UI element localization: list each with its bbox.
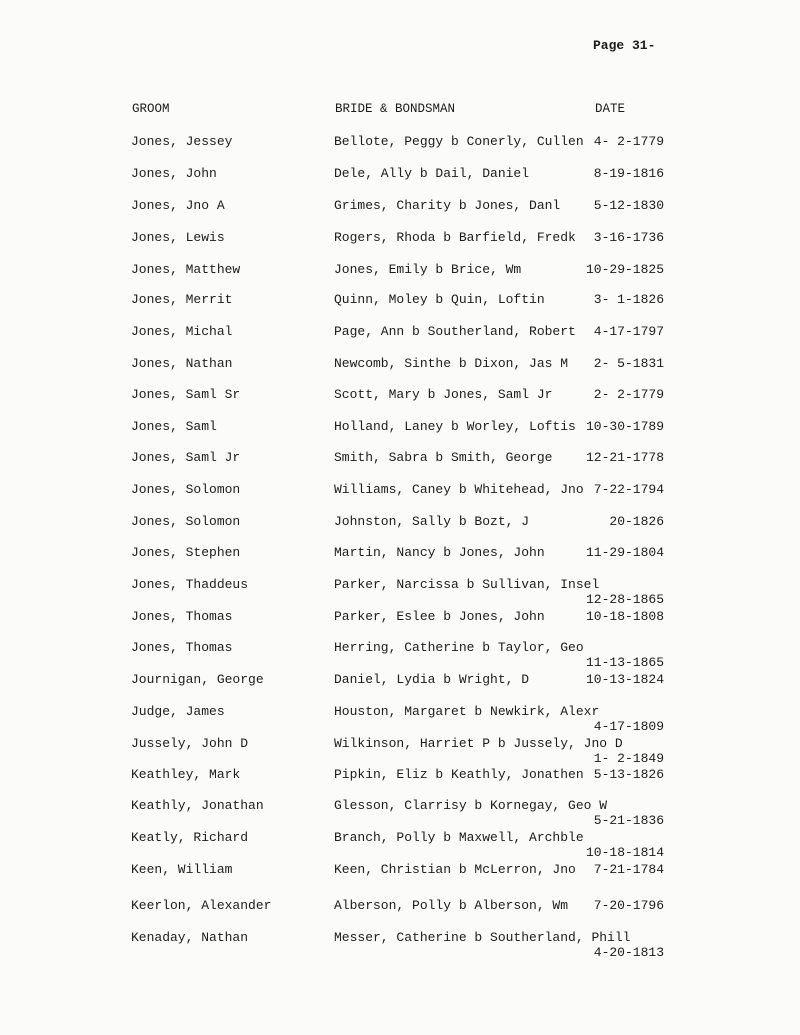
bride-bondsman: Quinn, Moley b Quin, Loftin	[334, 292, 545, 307]
marriage-date: 10-18-1808	[585, 609, 664, 624]
marriage-date: 5-12-1830	[593, 198, 664, 213]
table-row	[0, 230, 800, 250]
bride-bondsman: Martin, Nancy b Jones, John	[334, 545, 545, 560]
groom-name: Jones, Michal	[131, 324, 233, 339]
groom-name: Jones, Merrit	[131, 292, 233, 307]
groom-name: Jones, Jessey	[131, 134, 233, 149]
marriage-date: 2- 5-1831	[593, 356, 664, 371]
header-groom: GROOM	[132, 102, 170, 116]
bride-bondsman: Dele, Ally b Dail, Daniel	[334, 166, 530, 181]
marriage-date: 11-29-1804	[585, 545, 664, 560]
marriage-date: 7-20-1796	[593, 898, 664, 913]
groom-name: Jones, John	[131, 166, 217, 181]
groom-name: Keerlon, Alexander	[131, 898, 272, 913]
marriage-date: 10-29-1825	[585, 262, 664, 277]
table-row	[0, 514, 800, 534]
table-row	[0, 262, 800, 282]
bride-bondsman: Parker, Narcissa b Sullivan, Insel	[334, 577, 600, 592]
groom-name: Jones, Thaddeus	[131, 577, 249, 592]
table-row	[0, 387, 800, 407]
table-row	[0, 704, 800, 734]
table-row	[0, 482, 800, 502]
table-row	[0, 419, 800, 439]
marriage-date: 10-30-1789	[585, 419, 664, 434]
table-row	[0, 609, 800, 629]
bride-bondsman: Newcomb, Sinthe b Dixon, Jas M	[334, 356, 569, 371]
groom-name: Jones, Thomas	[131, 640, 233, 655]
marriage-date: 5-21-1836	[593, 813, 664, 828]
bride-bondsman: Scott, Mary b Jones, Saml Jr	[334, 387, 553, 402]
groom-name: Keathly, Jonathan	[131, 798, 264, 813]
bride-bondsman: Alberson, Polly b Alberson, Wm	[334, 898, 569, 913]
marriage-date: 4- 2-1779	[593, 134, 664, 149]
bride-bondsman: Keen, Christian b McLerron, Jno	[334, 862, 576, 877]
groom-name: Keatly, Richard	[131, 830, 249, 845]
marriage-date: 11-13-1865	[585, 655, 664, 670]
page-number: Page 31-	[593, 38, 656, 53]
groom-name: Jones, Thomas	[131, 609, 233, 624]
bride-bondsman: Houston, Margaret b Newkirk, Alexr	[334, 704, 600, 719]
groom-name: Jones, Saml Sr	[131, 387, 241, 402]
bride-bondsman: Holland, Laney b Worley, Loftis	[334, 419, 576, 434]
marriage-date: 10-13-1824	[585, 672, 664, 687]
groom-name: Keen, William	[131, 862, 233, 877]
marriage-date: 4-17-1797	[593, 324, 664, 339]
groom-name: Jones, Matthew	[131, 262, 241, 277]
bride-bondsman: Daniel, Lydia b Wright, D	[334, 672, 530, 687]
marriage-date: 3- 1-1826	[593, 292, 664, 307]
table-row	[0, 166, 800, 186]
header-bride-bondsman: BRIDE & BONDSMAN	[335, 102, 456, 116]
groom-name: Journigan, George	[131, 672, 264, 687]
table-row	[0, 767, 800, 787]
groom-name: Jones, Stephen	[131, 545, 241, 560]
table-row	[0, 450, 800, 470]
groom-name: Jones, Saml	[131, 419, 217, 434]
table-row	[0, 930, 800, 960]
table-row	[0, 640, 800, 670]
groom-name: Jones, Jno A	[131, 198, 225, 213]
groom-name: Kenaday, Nathan	[131, 930, 249, 945]
marriage-date: 7-21-1784	[593, 862, 664, 877]
bride-bondsman: Herring, Catherine b Taylor, Geo	[334, 640, 584, 655]
table-row	[0, 545, 800, 565]
bride-bondsman: Jones, Emily b Brice, Wm	[334, 262, 522, 277]
marriage-date: 5-13-1826	[593, 767, 664, 782]
bride-bondsman: Messer, Catherine b Southerland, Phill	[334, 930, 631, 945]
marriage-date: 8-19-1816	[593, 166, 664, 181]
table-row	[0, 672, 800, 692]
groom-name: Jones, Nathan	[131, 356, 233, 371]
bride-bondsman: Pipkin, Eliz b Keathly, Jonathen	[334, 767, 584, 782]
marriage-date: 12-28-1865	[585, 592, 664, 607]
marriage-date: 1- 2-1849	[593, 751, 664, 766]
bride-bondsman: Rogers, Rhoda b Barfield, Fredk	[334, 230, 576, 245]
table-row	[0, 830, 800, 860]
bride-bondsman: Smith, Sabra b Smith, George	[334, 450, 553, 465]
table-row	[0, 898, 800, 918]
bride-bondsman: Parker, Eslee b Jones, John	[334, 609, 545, 624]
marriage-date: 2- 2-1779	[593, 387, 664, 402]
table-row	[0, 577, 800, 607]
marriage-date: 12-21-1778	[585, 450, 664, 465]
table-row	[0, 862, 800, 882]
marriage-date: 20-1826	[609, 514, 664, 529]
header-date: DATE	[595, 102, 626, 116]
marriage-date: 4-17-1809	[593, 719, 664, 734]
bride-bondsman: Williams, Caney b Whitehead, Jno	[334, 482, 584, 497]
bride-bondsman: Wilkinson, Harriet P b Jussely, Jno D	[334, 736, 623, 751]
groom-name: Jussely, John D	[131, 736, 249, 751]
table-row	[0, 324, 800, 344]
groom-name: Judge, James	[131, 704, 225, 719]
marriage-date: 7-22-1794	[593, 482, 664, 497]
marriage-date: 10-18-1814	[585, 845, 664, 860]
groom-name: Jones, Saml Jr	[131, 450, 241, 465]
marriage-date: 4-20-1813	[593, 945, 664, 960]
table-row	[0, 736, 800, 766]
bride-bondsman: Johnston, Sally b Bozt, J	[334, 514, 530, 529]
groom-name: Jones, Solomon	[131, 482, 241, 497]
bride-bondsman: Bellote, Peggy b Conerly, Cullen	[334, 134, 584, 149]
table-row	[0, 356, 800, 376]
table-row	[0, 134, 800, 154]
marriage-date: 3-16-1736	[593, 230, 664, 245]
groom-name: Keathley, Mark	[131, 767, 241, 782]
table-row	[0, 198, 800, 218]
groom-name: Jones, Solomon	[131, 514, 241, 529]
table-row	[0, 292, 800, 312]
table-row	[0, 798, 800, 828]
groom-name: Jones, Lewis	[131, 230, 225, 245]
bride-bondsman: Grimes, Charity b Jones, Danl	[334, 198, 561, 213]
bride-bondsman: Branch, Polly b Maxwell, Archble	[334, 830, 584, 845]
bride-bondsman: Glesson, Clarrisy b Kornegay, Geo W	[334, 798, 608, 813]
bride-bondsman: Page, Ann b Southerland, Robert	[334, 324, 576, 339]
